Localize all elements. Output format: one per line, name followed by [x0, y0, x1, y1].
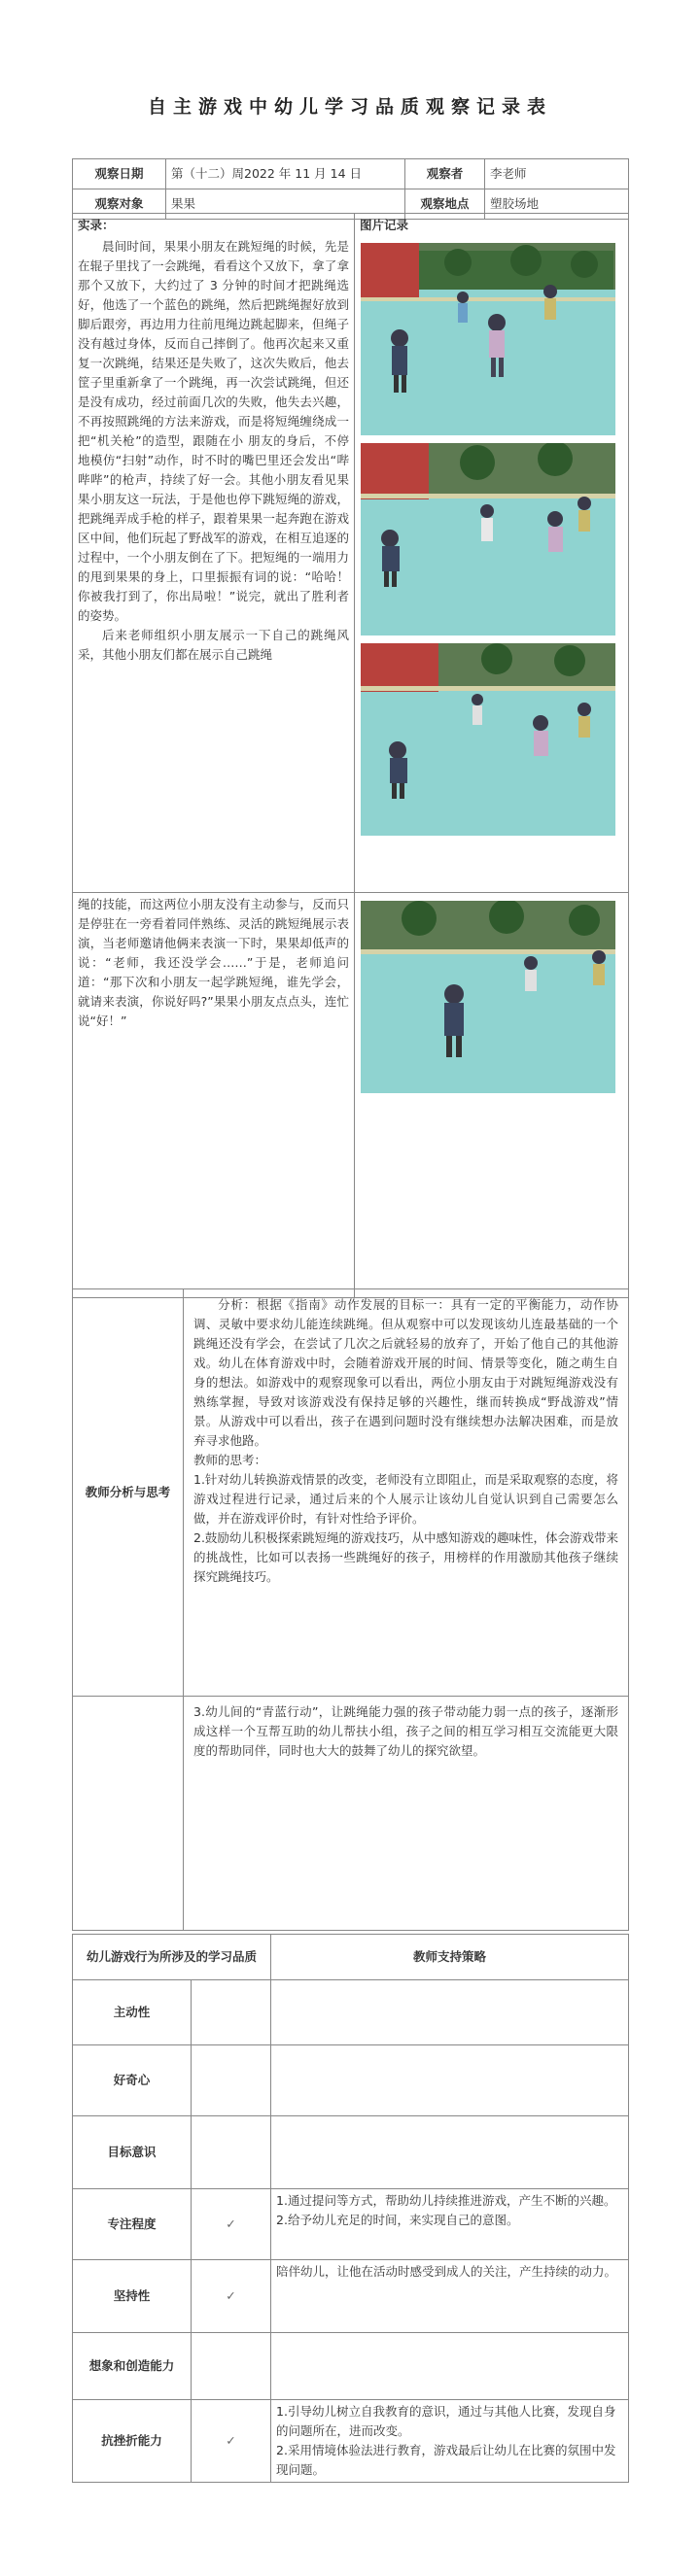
target-value: 果果 — [166, 189, 405, 220]
quality-check-goal — [192, 2116, 271, 2189]
analysis-paragraph-4: 2.鼓励幼儿积极探索跳短绳的游戏技巧，从中感知游戏的趣味性，体会游戏带来的挑战性，比如可以表扬一些跳绳好的孩子，用榜样的作用激励其他孩子继续探究跳绳技巧。 — [193, 1530, 618, 1584]
facts-label: 实录： — [78, 218, 115, 232]
quality-name-focus: 专注程度 — [73, 2189, 192, 2260]
quality-name-curiosity: 好奇心 — [73, 2045, 192, 2116]
quality-strategy-creativity — [271, 2333, 629, 2400]
analysis-table — [72, 1288, 629, 1931]
quality-check-initiative — [192, 1980, 271, 2045]
analysis-label: 教师分析与思考 — [73, 1289, 184, 1697]
photo-3 — [361, 643, 615, 836]
quality-name-creativity: 想象和创造能力 — [73, 2333, 192, 2400]
facts-paragraph-1: 晨间时间，果果小朋友在跳短绳的时候，先是在辊子里找了一会跳绳，看看这个又放下，拿了拿那个又放下，大约过了 3 分钟的时间才把跳绳选好，他选了一个蓝色的跳绳，然后把跳绳握好放到脚后跟旁，再边用力往前甩绳边跳起脚来，但绳子没有越过身体，反而自己摔倒了。他再次起来又重复一次跳绳，结果还是失败了，这次失败后，他去筐子里重新拿了一个跳绳，再一次尝试跳绳，但还是没有成功，经过前面几次的失败，他失去兴趣，不再按照跳绳的方法来游戏，而是将短绳缠绕成一把“机关枪”的造型，跟随在小 朋友的身后，不停地模仿“扫射”动作，时不时的嘴巴里还会发出“哔哔哔”的枪声，持续了好一会。其他小朋友看见果果小朋友这一玩法，于是他也停下跳短绳的游戏，把跳绳弄成手枪的样子，跟着果果一起奔跑在游戏区中间，他们玩起了野战军的游戏，在相互追逐的过程中，一个小朋友倒在了下。把短绳的一端用力的甩到果果的身上，口里振振有词的说：“哈哈！你被我打到了，你出局啦！”说完，就出了胜利者的姿势。 — [78, 239, 349, 623]
analysis-content-2 — [184, 1697, 629, 1931]
quality-check-resilience: ✓ — [192, 2400, 271, 2483]
quality-strategy-curiosity — [271, 2045, 629, 2116]
observer-value: 李老师 — [485, 159, 629, 189]
photos-label: 图片记录 — [360, 218, 409, 232]
facts-continued-cell — [73, 893, 355, 1298]
photo-2 — [361, 443, 615, 635]
photos-continued-cell — [355, 893, 629, 1298]
quality-strategy-persistence: 陪伴幼儿，让他在活动时感受到成人的关注，产生持续的动力。 — [271, 2260, 629, 2333]
header-table — [72, 158, 629, 220]
analysis-blank-cell — [73, 1697, 184, 1931]
record-table — [72, 213, 629, 1298]
quality-check-curiosity — [192, 2045, 271, 2116]
analysis-paragraph-2: 教师的思考： — [193, 1453, 267, 1467]
photo-4 — [361, 901, 615, 1093]
quality-strategy-focus: 1.通过提问等方式，帮助幼儿持续推进游戏，产生不断的兴趣。 2.给予幼儿充足的时间，来实现自己的意图。 — [271, 2189, 629, 2260]
page-title: 自主游戏中幼儿学习品质观察记录表 — [147, 96, 552, 118]
facts-cell — [73, 214, 355, 893]
place-label: 观察地点 — [405, 189, 485, 220]
target-label: 观察对象 — [73, 189, 166, 220]
quality-strategy-goal — [271, 2116, 629, 2189]
quality-strategy-initiative — [271, 1980, 629, 2045]
date-value: 第（十二）周2022 年 11 月 14 日 — [166, 159, 405, 189]
quality-head-right: 教师支持策略 — [271, 1935, 629, 1980]
observer-label: 观察者 — [405, 159, 485, 189]
analysis-content — [184, 1289, 629, 1697]
analysis-paragraph-3: 1.针对幼儿转换游戏情景的改变，老师没有立即阻止，而是采取观察的态度，将游戏过程进行记录，通过后来的个人展示让该幼儿自觉认识到自己需要怎么做，并在游戏评价时，有针对性给予评价。 — [193, 1472, 618, 1526]
quality-name-initiative: 主动性 — [73, 1980, 192, 2045]
photo-1 — [361, 243, 615, 435]
place-value: 塑胶场地 — [485, 189, 629, 220]
quality-strategy-resilience: 1.引导幼儿树立自我教育的意识，通过与其他人比赛，发现自身的问题所在，进而改变。 2.采用情境体验法进行教育，游戏最后让幼儿在比赛的氛围中发现问题。 — [271, 2400, 629, 2483]
quality-check-persistence: ✓ — [192, 2260, 271, 2333]
quality-name-goal: 目标意识 — [73, 2116, 192, 2189]
quality-check-focus: ✓ — [192, 2189, 271, 2260]
photos-cell — [355, 214, 629, 893]
quality-name-resilience: 抗挫折能力 — [73, 2400, 192, 2483]
analysis-paragraph-5: 3.幼儿间的“青蓝行动”，让跳绳能力强的孩子带动能力弱一点的孩子，逐渐形成这样一个互帮互助的幼儿帮扶小组，孩子之间的相互学习相互交流能更大限度的帮助同伴，同时也大大的鼓舞了幼儿的探究欲望。 — [193, 1704, 618, 1758]
analysis-paragraph-1: 分析：根据《指南》动作发展的目标一：具有一定的平衡能力，动作协调、灵敏中要求幼儿能连续跳绳。但从观察中可以发现该幼儿连最基础的一个跳绳还没有学会，在尝试了几次之后就轻易的放弃了，开始了他自己的其他游戏。幼儿在体育游戏中时，会随着游戏开展的时间、情景等变化，随之萌生自身的想法。如游戏中的观察现象可以看出，两位小朋友由于对跳短绳游戏没有熟练掌握，导致对该游戏没有保持足够的兴趣性，继而转换成“野战游戏”情景。从游戏中可以看出，孩子在遇到问题时没有继续想办法解决困难，而是放弃寻求他路。 — [193, 1297, 618, 1448]
quality-head-left: 幼儿游戏行为所涉及的学习品质 — [73, 1935, 271, 1980]
quality-check-creativity — [192, 2333, 271, 2400]
quality-name-persistence: 坚持性 — [73, 2260, 192, 2333]
facts-paragraph-2: 后来老师组织小朋友展示一下自己的跳绳风采，其他小朋友们都在展示自己跳绳 — [78, 628, 349, 662]
facts-paragraph-3: 绳的技能，而这两位小朋友没有主动参与，反而只是停驻在一旁看着同伴熟练、灵活的跳短绳展示表演，当老师邀请他俩来表演一下时，果果却低声的说：“老师，我还没学会……”于是，老师追问道：“那下次和小朋友一起学跳短绳，谁先学会，就请来表演，你说好吗?”果果小朋友点点头，连忙说“好！” — [78, 897, 349, 1028]
quality-table — [72, 1934, 629, 2483]
date-label: 观察日期 — [73, 159, 166, 189]
